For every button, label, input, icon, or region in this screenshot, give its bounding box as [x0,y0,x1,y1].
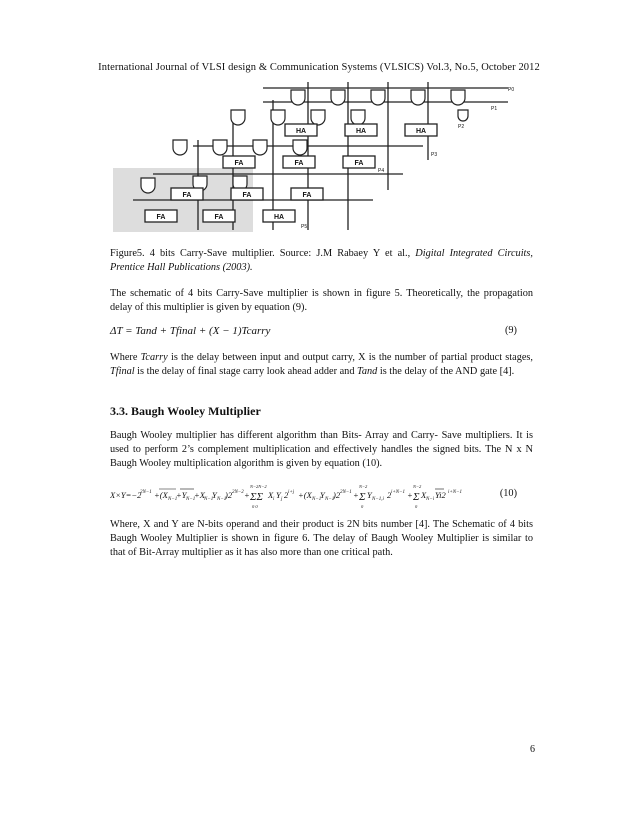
adder-block-label: HA [295,128,307,135]
output-label: P0 [508,87,515,93]
svg-text:N−1: N−1 [204,497,214,502]
equation-9-number: (9) [504,325,517,336]
svg-text:+Y: +Y [176,490,187,500]
paragraph-baugh-wooley: Baugh Wooley multiplier has different algorithm than Bits- Array and Carry- Save multipliers. It is used to perform 2’s complement multiplication and effectively handles the signed bits. The N x N Baugh Wooley multiplication algorithm is given by equation (10). [110,430,533,469]
svg-text:N−2: N−2 [359,484,368,489]
svg-text:N−1: N−1 [168,497,178,502]
output-label: P2 [458,124,465,130]
adder-block-label: FA [354,160,364,167]
svg-text:Y: Y [276,490,281,500]
svg-text:+(X: +(X [298,490,312,500]
svg-text:Y: Y [367,490,372,500]
svg-text:+: + [407,490,413,500]
svg-text:N−2: N−2 [413,484,422,489]
svg-text:2N−1: 2N−1 [340,490,352,495]
svg-text:i: i [273,497,275,502]
svg-text:ΣΣ: ΣΣ [250,491,264,503]
section-heading: 3.3. Baugh Wooley Multiplier [110,404,261,418]
adder-block-label: HA [355,128,367,135]
output-label: P5 [301,224,308,230]
caption-text: Figure5. 4 bits Carry-Save multiplier. Source: J.M Rabaey Y et al., [110,248,416,259]
svg-text:2N−2: 2N−2 [232,490,244,495]
svg-text:N−1: N−1 [312,497,322,502]
adder-block-label: FA [302,192,312,199]
svg-text:Yi2: Yi2 [435,490,446,500]
svg-text:N−i: N−i [426,497,435,502]
svg-text:X: X [421,490,427,500]
adder-block-label: FA [214,214,224,221]
svg-text:+: + [353,490,359,500]
adder-block-label: HA [273,214,285,221]
output-label: P4 [378,168,385,174]
svg-text:0 0: 0 0 [252,504,258,509]
svg-text:2: 2 [284,490,289,500]
equation-10-formula [110,480,510,510]
adder-block-label: FA [242,192,252,199]
svg-text:i+N−1: i+N−1 [448,490,462,495]
svg-text:Y: Y [320,490,325,500]
svg-text:+X: +X [194,490,205,500]
svg-text:N−1: N−1 [325,497,335,502]
adder-block-label: FA [294,160,304,167]
equation-9 [110,325,533,337]
journal-header: International Journal of VLSI design & Communication Systems (VLSICS) Vol.3, No.5, October 2012 [98,62,540,73]
output-label: P3 [431,152,438,158]
equation-9-text: ΔT = Tand + Tfinal + (X − 1)Tcarry [110,325,271,337]
adder-block-label: FA [234,160,244,167]
page-number: 6 [530,744,535,755]
paragraph-baugh-wooley-schematic: Where, X and Y are N-bits operand and their product is 2N bits number [4]. The Schematic of 4 bits Baugh Wooley Multiplier is shown in figure 6. The delay of Baugh Wooley Multiplier is similar to that of Bit-Array multiplier as it has also more than one critical path. [110,519,533,558]
svg-text:+(X: +(X [154,490,168,500]
svg-text:X×Y=−2: X×Y=−2 [110,490,142,500]
svg-text:0: 0 [361,504,364,509]
svg-text:+: + [244,490,250,500]
svg-text:i+N−1: i+N−1 [391,490,405,495]
svg-text:)2: )2 [333,490,341,500]
svg-text:0: 0 [415,504,418,509]
paragraph-schematic: The schematic of 4 bits Carry-Save multiplier is shown in figure 5. Theoretically, the propagation delay of this multiplier is given by equation (9). [110,288,533,313]
adder-block-label: FA [156,214,166,221]
svg-text:N−1: N−1 [186,497,196,502]
adder-block-label: FA [182,192,192,199]
output-label: P1 [491,106,498,112]
svg-text:N−2N−2: N−2N−2 [250,484,267,489]
carry-save-multiplier-schematic [113,80,543,232]
svg-text:Y: Y [212,490,217,500]
adder-block-label: HA [415,128,427,135]
svg-text:2N−1: 2N−1 [140,490,152,495]
svg-text:2: 2 [387,490,392,500]
svg-text:N−1: N−1 [217,497,227,502]
svg-text:Σ: Σ [359,491,366,503]
svg-text:j: j [281,497,283,502]
equation-10-number: (10) [499,488,517,499]
caption-source: Digital Integrated Circuits, Prentice Hall Publications (2003). [110,248,533,273]
figure-caption [110,247,533,275]
svg-text:i+j: i+j [288,490,295,495]
svg-text:X: X [268,490,274,500]
svg-text:Σ: Σ [413,491,420,503]
svg-text:)2: )2 [225,490,233,500]
svg-text:N−1,i: N−1,i [372,497,384,502]
paragraph-delay-definitions: Where Tcarry is the delay between input and output carry, X is the number of partial product stages, Tfinal is the delay of final stage carry look ahead adder and Tand is the delay of the AND gate [4]. [110,352,534,377]
equation-10 [110,480,533,508]
